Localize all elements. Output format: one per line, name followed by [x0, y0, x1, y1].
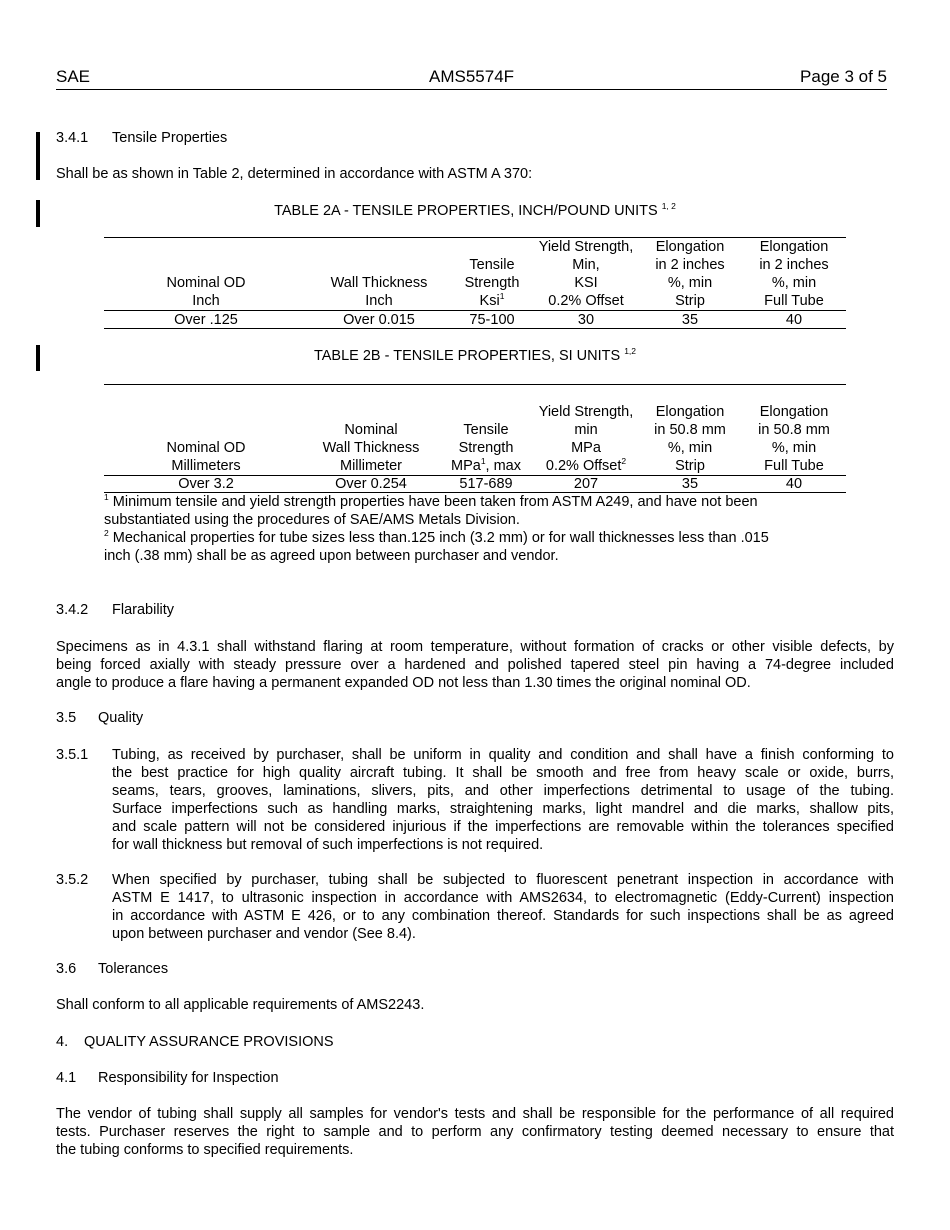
section-number-4-1: 4.1 — [56, 1070, 77, 1086]
change-bar — [36, 132, 40, 180]
table-2a-cell: 35 — [681, 312, 699, 328]
header-line — [450, 292, 534, 310]
footnote-1-text: Minimum tensile and yield strength properties have been taken from ASTM A249, and have not been — [108, 494, 758, 510]
responsibility-paragraph — [56, 1105, 894, 1159]
table-2b-header-nominal-od — [104, 439, 308, 475]
header-line: Full Tube — [764, 293, 824, 309]
header-page-number: Page 3 of 5 — [800, 67, 887, 86]
header-line: Tensile — [469, 257, 515, 273]
header-sup: 2 — [621, 456, 627, 466]
section-title-quality: Quality — [98, 710, 144, 726]
footnote-2-line: inch (.38 mm) shall be as agreed upon between purchaser and vendor. — [104, 548, 559, 564]
paragraph-line: ASTM E 1417, to ultrasonic inspection in accordance with AMS2634, to electromagnetic (Eddy-Current) inspection — [112, 890, 894, 906]
table-2b-cell: 207 — [573, 476, 599, 492]
header-line-text: , max — [485, 458, 521, 474]
header-line: Wall Thickness — [330, 275, 428, 291]
header-line: Strength — [458, 440, 514, 456]
header-line: in 2 inches — [759, 257, 829, 273]
header-line: Strip — [675, 458, 705, 474]
table-2a-bottom-rule — [104, 328, 846, 329]
header-line: Strength — [464, 275, 520, 291]
section-title-quality-assurance: QUALITY ASSURANCE PROVISIONS — [84, 1034, 334, 1050]
tensile-intro-text: Shall be as shown in Table 2, determined in accordance with ASTM A 370: — [56, 166, 533, 182]
table-2a-header-yield-strength — [534, 238, 638, 310]
table-2b-top-rule — [104, 384, 846, 385]
table-footnotes — [104, 493, 844, 565]
header-sup: 1 — [480, 456, 486, 466]
footnote-2-marker: 2 — [104, 528, 109, 538]
header-line — [434, 457, 538, 475]
paragraph-line: and scale pattern will not be considered injurious if the imperfections are removable within the tolerances specified — [112, 819, 894, 835]
table-2b-cell: 40 — [785, 476, 803, 492]
header-line: %, min — [667, 440, 713, 456]
table-2a-header-elongation-full-tube — [742, 238, 846, 310]
header-line: Yield Strength, — [538, 404, 634, 420]
table-2b-cell: Over 3.2 — [178, 476, 234, 492]
paragraph-line: seams, tears, grooves, laminations, slivers, pits, and other imperfections detrimental to usage of the tubing. — [112, 783, 894, 799]
table-2a-cell: 30 — [577, 312, 595, 328]
header-line: Millimeters — [171, 458, 241, 474]
table-2a-cell: Over .125 — [174, 312, 238, 328]
paragraph-line: The vendor of tubing shall supply all samples for vendor's tests and shall be responsible for the performance of all required — [56, 1106, 894, 1122]
table-2a-header-nominal-od — [104, 274, 308, 310]
quality-paragraph-3-5-1 — [112, 746, 894, 854]
header-line: Tensile — [463, 422, 509, 438]
section-number-3-4-1: 3.4.1 — [56, 130, 89, 146]
header-line: 0.2% Offset — [548, 293, 624, 309]
table-2a-caption-sup: 1, 2 — [661, 201, 676, 211]
footnote-1-line — [104, 493, 844, 511]
footnote-1-line: substantiated using the procedures of SAE/AMS Metals Division. — [104, 512, 520, 528]
header-line-text: 0.2% Offset — [545, 458, 622, 474]
table-2a-caption — [0, 202, 950, 220]
flarability-paragraph — [56, 638, 894, 692]
header-line: KSI — [574, 275, 598, 291]
header-line-text: Ksi — [479, 293, 500, 309]
header-line: Elongation — [759, 404, 829, 420]
table-2a-caption-text: TABLE 2A - TENSILE PROPERTIES, INCH/POUND UNITS — [274, 203, 658, 219]
header-line-text: MPa — [450, 458, 481, 474]
table-2a-header-elongation-strip — [638, 238, 742, 310]
paragraph-line: angle to produce a flare having a permanent expanded OD not less than 1.30 times the original nominal OD. — [56, 675, 751, 691]
table-2b-cell: 517-689 — [459, 476, 513, 492]
section-title-tensile-properties: Tensile Properties — [112, 130, 228, 146]
paragraph-line: upon between purchaser and vendor (See 8.4). — [112, 926, 416, 942]
paragraph-line: Tubing, as received by purchaser, shall be uniform in quality and condition and shall have a finish conforming to — [112, 747, 894, 763]
section-number-3-5-1: 3.5.1 — [56, 747, 89, 763]
header-line: Full Tube — [764, 458, 824, 474]
paragraph-line: the best practice for high quality aircraft tubing. It shall be smooth and free from heavy scale or oxide, burrs, — [112, 765, 894, 781]
footnote-2-text: Mechanical properties for tube sizes less than.125 inch (3.2 mm) or for wall thicknesses less than .015 — [108, 530, 769, 546]
table-2b-cell: 35 — [681, 476, 699, 492]
table-2b-caption-sup: 1,2 — [624, 346, 637, 356]
header-line: Yield Strength, — [538, 239, 634, 255]
section-number-3-4-2: 3.4.2 — [56, 602, 89, 618]
section-number-3-5-2: 3.5.2 — [56, 872, 89, 888]
table-2b-header-elongation-strip — [638, 403, 742, 475]
table-2b-caption — [0, 347, 950, 365]
table-2a-cell: 75-100 — [469, 312, 515, 328]
header-line: %, min — [667, 275, 713, 291]
header-line: Elongation — [655, 239, 725, 255]
table-2b-header-tensile-strength — [434, 421, 538, 475]
footnote-1-marker: 1 — [104, 492, 109, 502]
page-header — [56, 67, 887, 90]
header-line: Nominal OD — [166, 275, 246, 291]
header-line: Nominal — [344, 422, 398, 438]
header-line: %, min — [771, 275, 817, 291]
paragraph-line: tests. Purchaser reserves the right to sample and to perform any confirmatory testing deemed necessary to ensure that — [56, 1124, 894, 1140]
footnote-2-line — [104, 529, 844, 547]
header-line: Elongation — [759, 239, 829, 255]
paragraph-line: being forced axially with steady pressure over a hardened and polished tapered steel pin having a 74-degree included — [56, 657, 894, 673]
header-line: Wall Thickness — [322, 440, 420, 456]
paragraph-line: in accordance with ASTM E 426, or to any combination thereof. Standards for such inspections shall be as agreed — [112, 908, 894, 924]
header-line: Min, — [572, 257, 600, 273]
header-org: SAE — [56, 67, 91, 86]
header-line: Nominal OD — [166, 440, 246, 456]
header-sup: 1 — [499, 291, 505, 301]
header-line: in 2 inches — [655, 257, 725, 273]
section-number-3-6: 3.6 — [56, 961, 77, 977]
section-title-responsibility: Responsibility for Inspection — [98, 1070, 279, 1086]
table-2a-header-tensile-strength — [450, 256, 534, 310]
paragraph-line: Surface imperfections such as handling marks, straightening marks, light mandrel and die marks, shallow pits, — [112, 801, 894, 817]
section-title-tolerances: Tolerances — [98, 961, 169, 977]
table-2a-cell: 40 — [785, 312, 803, 328]
header-doc-number: AMS5574F — [429, 67, 515, 86]
header-line: Millimeter — [339, 458, 403, 474]
table-2a-header-wall-thickness — [308, 274, 450, 310]
header-line: Strip — [675, 293, 705, 309]
quality-paragraph-3-5-2 — [112, 871, 894, 943]
tolerances-text: Shall conform to all applicable requirements of AMS2243. — [56, 997, 425, 1013]
header-line: %, min — [771, 440, 817, 456]
section-title-flarability: Flarability — [112, 602, 175, 618]
header-line: MPa — [571, 440, 601, 456]
paragraph-line: When specified by purchaser, tubing shall be subjected to fluorescent penetrant inspection in accordance with — [112, 872, 894, 888]
header-line: Elongation — [655, 404, 725, 420]
table-2a-cell: Over 0.015 — [343, 312, 415, 328]
header-line: min — [574, 422, 598, 438]
table-2b-header-wall-thickness — [308, 421, 434, 475]
table-2b-header-elongation-full-tube — [742, 403, 846, 475]
header-line: Inch — [365, 293, 393, 309]
header-line: in 50.8 mm — [758, 422, 830, 438]
paragraph-line: Specimens as in 4.3.1 shall withstand flaring at room temperature, without formation of cracks or other visible defects, by — [56, 639, 894, 655]
paragraph-line: the tubing conforms to specified requirements. — [56, 1142, 354, 1158]
table-2b-cell: Over 0.254 — [335, 476, 407, 492]
header-line: Inch — [192, 293, 220, 309]
header-line — [534, 457, 638, 475]
table-2b-header-yield-strength — [534, 403, 638, 475]
paragraph-line: for wall thickness but removal of such imperfections is not required. — [112, 837, 544, 853]
header-line: in 50.8 mm — [654, 422, 726, 438]
section-number-3-5: 3.5 — [56, 710, 77, 726]
table-2b-caption-text: TABLE 2B - TENSILE PROPERTIES, SI UNITS — [313, 348, 621, 364]
section-number-4: 4. — [56, 1034, 69, 1050]
